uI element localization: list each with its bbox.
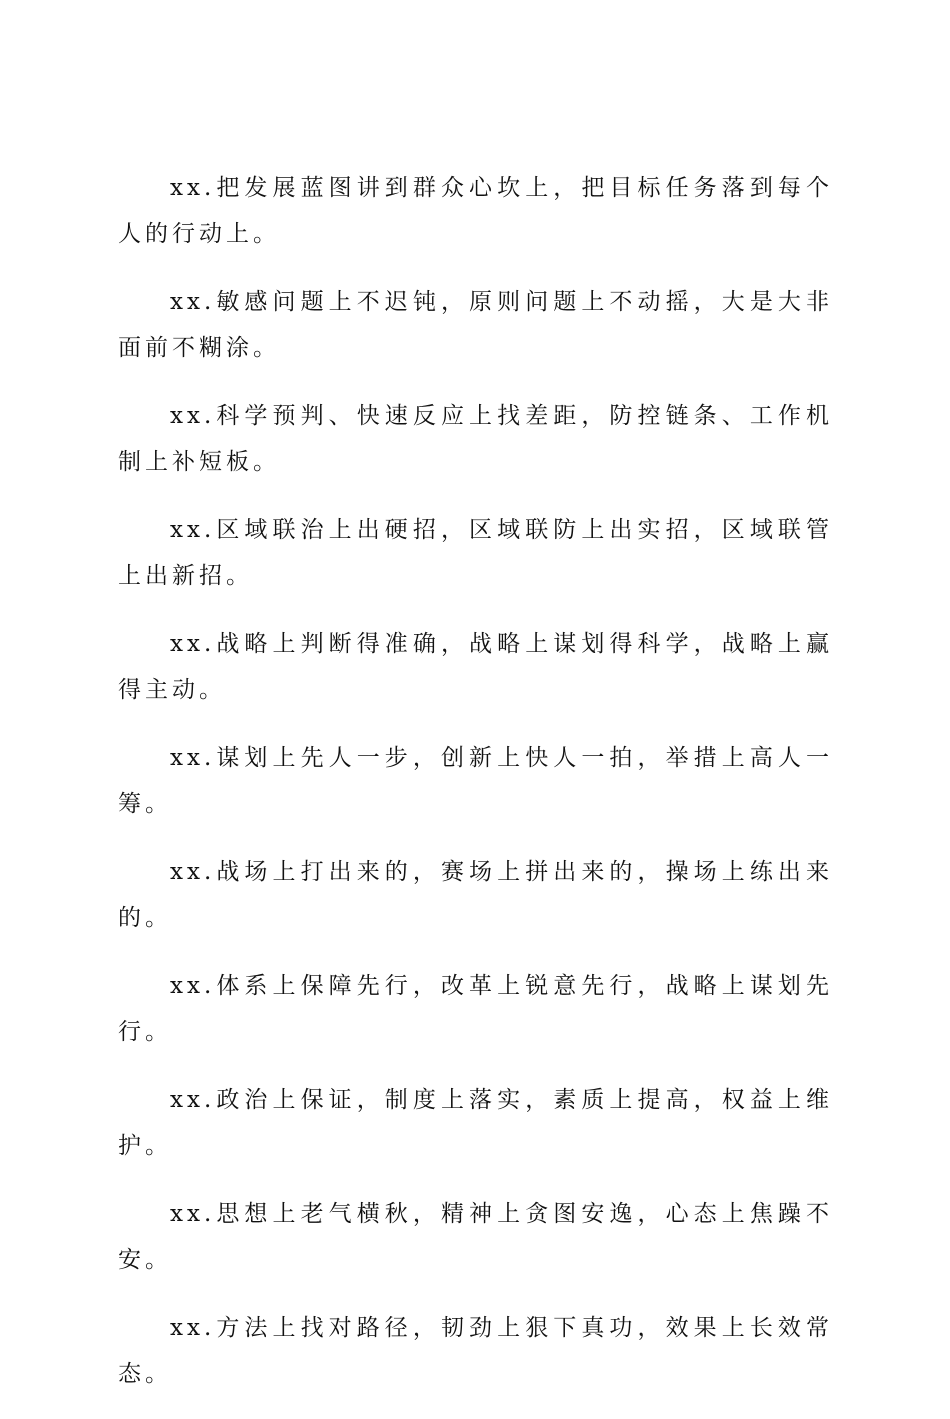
paragraph-6: xx.谋划上先人一步，创新上快人一拍，举措上高人一筹。 <box>118 745 833 817</box>
paragraph-4: xx.区域联治上出硬招，区域联防上出实招，区域联管上出新招。 <box>118 517 833 589</box>
paragraph-1: xx.把发展蓝图讲到群众心坎上，把目标任务落到每个人的行动上。 <box>118 175 833 247</box>
document-body <box>118 165 833 1419</box>
paragraph-2: xx.敏感问题上不迟钝，原则问题上不动摇，大是大非面前不糊涂。 <box>118 289 833 361</box>
paragraph-5: xx.战略上判断得准确，战略上谋划得科学，战略上赢得主动。 <box>118 631 833 703</box>
paragraph-10: xx.思想上老气横秋，精神上贪图安逸，心态上焦躁不安。 <box>118 1201 833 1273</box>
paragraph-9: xx.政治上保证，制度上落实，素质上提高，权益上维护。 <box>118 1087 833 1159</box>
paragraph-7: xx.战场上打出来的，赛场上拼出来的，操场上练出来的。 <box>118 859 833 931</box>
paragraph-8: xx.体系上保障先行，改革上锐意先行，战略上谋划先行。 <box>118 973 833 1045</box>
paragraph-11: xx.方法上找对路径，韧劲上狠下真功，效果上长效常态。 <box>118 1315 833 1387</box>
paragraph-3: xx.科学预判、快速反应上找差距，防控链条、工作机制上补短板。 <box>118 403 833 475</box>
